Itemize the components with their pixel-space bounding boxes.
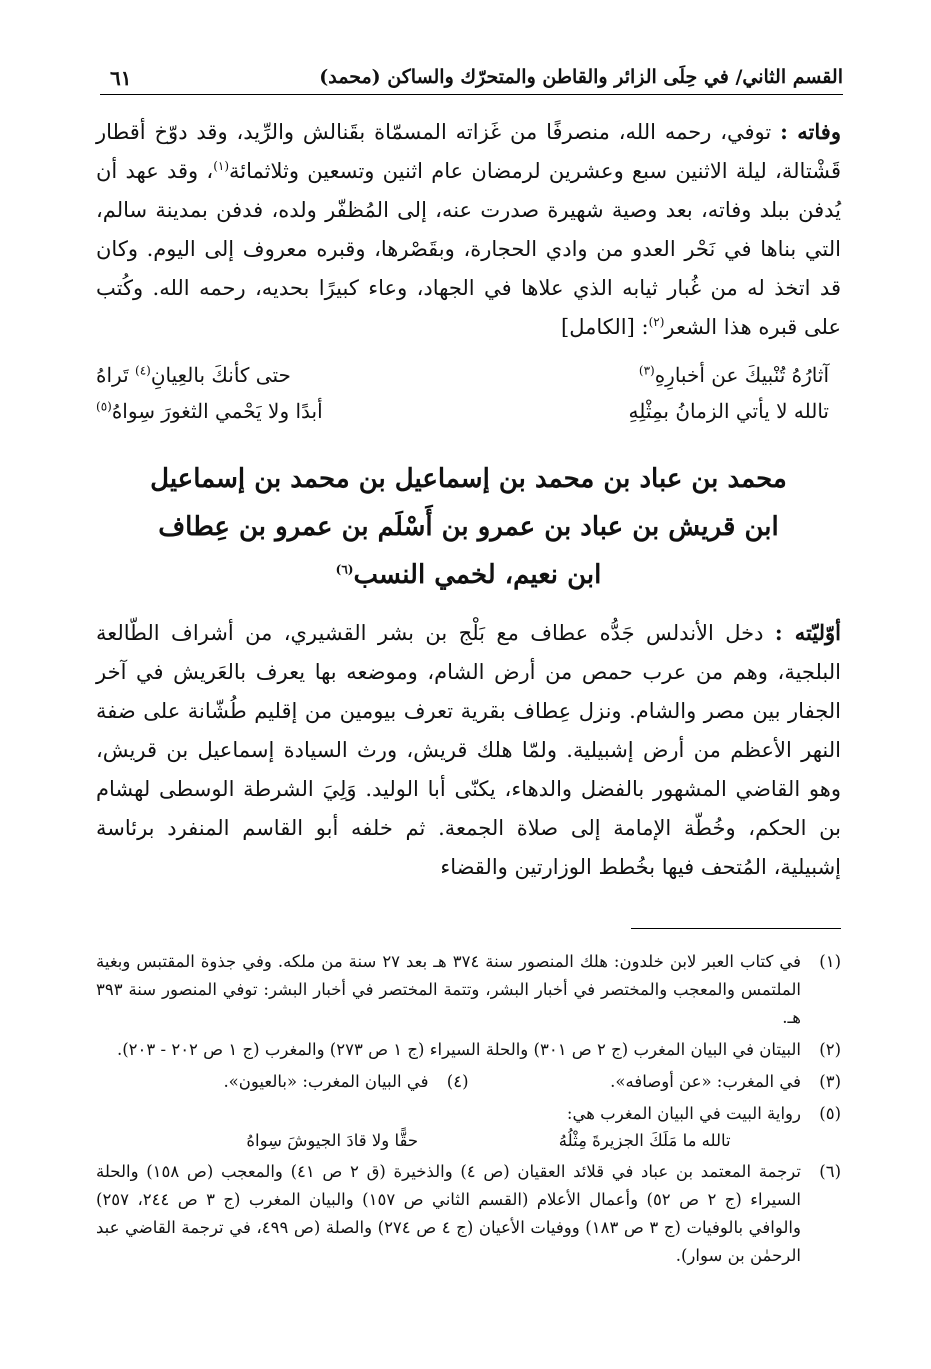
- main-text: [96, 112, 841, 887]
- title-line-2: ابن قريش بن عباد بن عمرو بن أَسْلَم بن عمرو بن عِطاف: [158, 512, 779, 542]
- awwaliyya-lead: أوّليّته :: [774, 620, 842, 645]
- hemistich-second: حتى كأنكَ بالعِيانِ$^{(٤)}$ تَراهُ: [96, 363, 291, 387]
- verse-line: [96, 357, 841, 393]
- title-line-1: محمد بن عباد بن محمد بن إسماعيل بن محمد بن إسماعيل: [150, 464, 787, 494]
- footnote-ref-2: (٢): [648, 315, 665, 329]
- footnote: (٤) في البيان المغرب: «بالعيون».: [223, 1072, 469, 1091]
- hemistich-first: تالله ما مَلَكَ الجزيرةَ مِثْلُهُ: [558, 1131, 731, 1150]
- footnote-verse: [176, 1128, 801, 1154]
- footnotes: [96, 948, 841, 1274]
- wafat-text-b: ، وقد عهد أن يُدفن ببلد وفاته، بعد وصية شهيرة صدرت عنه، إلى المُظفّر ولده، فدفن بمدينة سالم، التي بناها في نَحْر العدو من وادي الحجارة، وبقَصْرها، وقبره معروف إلى اليوم. وكان قد اتخذ له من غُبار ثيابه الذي علاها في الجهاد، وعاء كبيرًا بحديه، رحمه الله. وكُتب على قبره هذا الشعر: [96, 159, 841, 339]
- poem: [96, 357, 841, 429]
- wafat-text-a: توفي، رحمه الله، منصرفًا من غَزاته المسمّاة بقَنالش والرِّيد، وقد دوّخ أقطار قَشْتالة، ليلة الاثنين سبع وعشرين لرمضان عام اثنين وتسعين وثلاثمائة: [96, 120, 841, 183]
- footnote: (٥) رواية البيت في البيان المغرب هي:: [566, 1104, 841, 1123]
- awwaliyya-paragraph: [96, 613, 841, 887]
- running-title: القسم الثاني/ في حِلَى الزائر والقاطن والمتحرّك والساكن (محمد): [319, 66, 843, 88]
- wafat-lead: وفاته :: [780, 119, 841, 144]
- wafat-paragraph: [96, 112, 841, 347]
- footnote-ref-1: (١): [213, 159, 230, 173]
- title-line-3: ابن نعيم، لخمي النسب$^{(٦)}$: [335, 560, 602, 590]
- footnote-ref-6: (٦): [335, 562, 354, 577]
- footnote-separator: [631, 928, 841, 929]
- footnote-pair: [96, 1068, 841, 1100]
- page-header: [100, 62, 843, 95]
- footnote: (٦) ترجمة المعتمد بن عباد في قلائد العقيان (ص ٤) والذخيرة (ق ٢ ص ٤١) والمعجب (ص ١٥٨) والحلة السيراء (ج ٢ ص ٥٢) وأعمال الأعلام (القسم الثاني ص ١٥٧) والبيان المغرب (ج ٣ ص ٢٤٤، ٢٥٧) والوافي بالوفيات (ج ٣ ص ١٨٣) ووفيات الأعيان (ج ٤ ص ٢٧٤) والصلة (ص ٤٩٩، في ترجمة القاضي عبد الرحمٰن بن سوار).: [96, 1162, 841, 1265]
- wafat-text-c: : [الكامل]: [561, 315, 649, 339]
- verse-line: [96, 393, 841, 429]
- footnote: (٣) في المغرب: «عن أوصافه».: [610, 1072, 841, 1091]
- hemistich-first: تالله لا يأتي الزمانُ بمِثْلِهِ: [628, 399, 829, 423]
- hemistich-second: حقًّا ولا قادَ الجيوشَ سِواهُ: [246, 1131, 419, 1150]
- biography-title: [96, 455, 841, 599]
- hemistich-first: آثارُهُ تُنْبيكَ عن أخبارِهِ$^{(٣)}$: [638, 363, 829, 387]
- awwaliyya-text: دخل الأندلس جَدُّه عطاف مع بَلْج بن بشر القشيري، من أشراف الطّالعة البلجية، وهم من عرب حمص من أرض الشام، وموضعه بها يعرف بالعَريش في آخر الجفار بين مصر والشام. ونزل عِطاف بقرية تعرف بيومين من إقليم طُشّانة على ضفة النهر الأعظم من أرض إشبيلية. ولمّا هلك قريش، ورث السيادة إسماعيل بن قريش، وهو القاضي المشهور بالفضل والدهاء، يكنّى أبا الوليد. وَلِيَ الشرطة الوسطى لهشام بن الحكم، وخُطّة الإمامة إلى صلاة الجمعة. ثم خلفه أبو القاسم المنفرد برئاسة إشبيلية، المُتحف فيها بخُطط الوزارتين والقضاء: [96, 621, 841, 879]
- footnote: (١) في كتاب العبر لابن خلدون: هلك المنصور سنة ٣٧٤ هـ بعد ٢٧ سنة من ملكه. وفي جذوة المقتبس وبغية الملتمس والمعجب والمختصر في أخبار البشر، وتتمة المختصر في أخبار البشر: توفي المنصور سنة ٣٩٣ هـ.: [96, 952, 841, 1027]
- page-number: ٦١: [110, 66, 132, 90]
- footnote: (٢) البيتان في البيان المغرب (ج ٢ ص ٣٠١) والحلة السيراء (ج ١ ص ٢٧٣) والمغرب (ج ١ ص ٢٠٢ - ٢٠٣).: [116, 1040, 841, 1059]
- hemistich-second: أبدًا ولا يَحْمي الثغورَ سِواهُ$^{(٥)}$: [96, 399, 323, 423]
